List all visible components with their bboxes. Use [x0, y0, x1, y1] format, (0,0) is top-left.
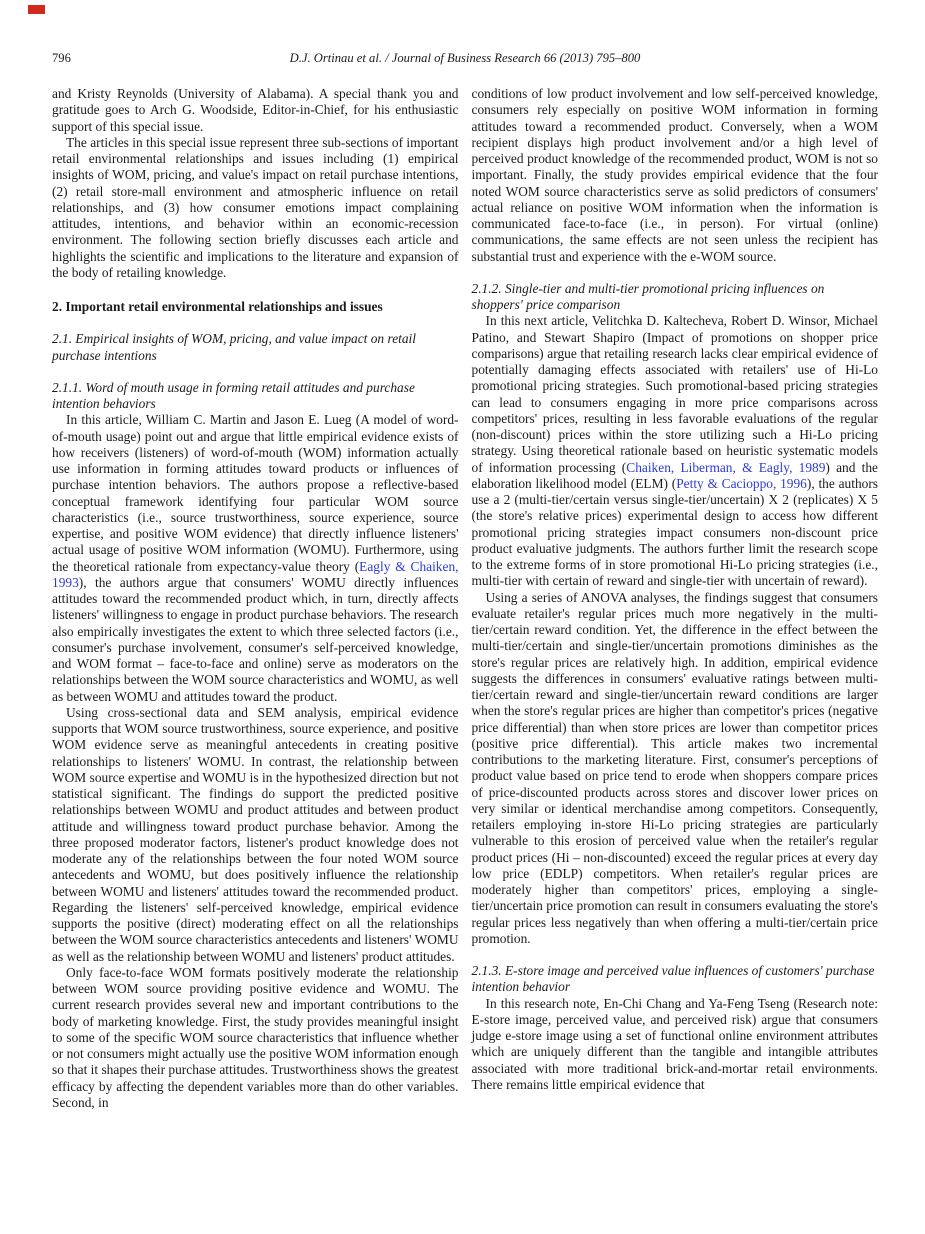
- section-heading-2: 2. Important retail environmental relationships and issues: [52, 299, 383, 314]
- text-run: In this research note, En-Chi Chang and Ya-Feng Tseng (Research note: E-store image, perceived value, and perceived risk) argue that consumers judge e-store image using a set of functional online environment attributes which are uniquely different than the tangible and intangible attributes associated with more traditional brick-and-mortar retail environments. There remains little empirical evidence that: [471, 995, 878, 1092]
- text-run: conditions of low product involvement and low self-perceived knowledge, consumers rely especially on positive WOM information in forming attitudes toward a recommended product. Conversely, when a WOM recipient displays high product involvement and/or a high level of perceived product knowledge of the recommended product, WOM is not so important. Finally, the study provides empirical evidence that the four noted WOM source characteristics serve as solid predictors of consumers' actual reliance on positive WOM information when the information is communicated face-to-face (i.e., in person). For virtual (online) communications, the same effects are not seen unless the recipient has substantial trust and experience with the e-WOM source.: [471, 86, 878, 264]
- subsection-heading-2-1-2: 2.1.2. Single-tier and multi-tier promotional pricing influences on shoppers' price comparison: [471, 280, 825, 312]
- text-run: ) and the elaboration likelihood model (ELM) (: [471, 459, 879, 491]
- paragraph: [472, 996, 879, 1094]
- subsection-heading-2-1-3: 2.1.3. E-store image and perceived value influences of customers' purchase intention behavior: [471, 963, 875, 995]
- text-run: In this next article, Velitchka D. Kaltecheva, Robert D. Winsor, Michael Patino, and Stewart Shapiro (Impact of promotions on shopper price comparisons) argue that retailing research lacks clear empirical evidence of potentially damaging effects associated with retailers' use of Hi-Lo promotional pricing strategies. Such promotional-based pricing strategies can lead to consumers engaging in more price comparisons across competitors' prices, resulting in less favorable evaluations of the regular (non-discount) prices within the store utilizing such a Hi-Lo pricing strategy. Using theoretical rationale based on heuristic systematic models of information processing (: [471, 313, 878, 475]
- citation-link[interactable]: Chaiken, Liberman, & Eagly, 1989: [626, 459, 826, 475]
- paragraph: [472, 313, 879, 589]
- paragraph: [472, 590, 879, 948]
- page-header: [52, 51, 878, 67]
- paragraph: [52, 135, 459, 281]
- left-column: [52, 86, 459, 1111]
- paragraph: [52, 412, 459, 705]
- text-run: and Kristy Reynolds (University of Alabama). A special thank you and gratitude goes to Arch G. Woodside, Editor-in-Chief, for his enthusiastic support of this special issue.: [52, 86, 459, 134]
- paragraph: [52, 965, 459, 1111]
- right-column: [472, 86, 879, 1111]
- paragraph: [52, 86, 459, 135]
- running-head: D.J. Ortinau et al. / Journal of Business Research 66 (2013) 795–800: [289, 51, 641, 65]
- paragraph: [52, 705, 459, 965]
- text-run: ), the authors argue that consumers' WOMU directly influences attitudes toward the recommended product which, in turn, directly affects listeners' willingness to engage in product purchase behaviors. The research also empirically investigates the extent to which three selected factors (i.e., consumer's purchase involvement, consumer's self-perceived knowledge, and WOM format – face-to-face and online) serve as moderators on the relationships between the WOM source characteristics and WOMU, as well as between WOMU and attitudes toward the product.: [52, 574, 459, 704]
- text-run: Only face-to-face WOM formats positively moderate the relationship between WOM source providing positive evidence and WOMU. The current research provides several new and important contributions to the body of marketing knowledge. First, the study provides meaningful insight to some of the specific WOM source characteristics that influence whether or not consumers might actually use the positive WOM information enough so that it shapes their purchase attitudes. Trustworthiness shows the greatest efficacy by affecting the dependent variables more than do other variables. Second, in: [52, 964, 459, 1110]
- text-run: ), the authors use a 2 (multi-tier/certain versus single-tier/uncertain) X 2 (replicates) X 5 (the store's relative prices) experimental design to access how different promotional pricing strategies impact consumers non-discount price product evaluative judgments. The authors further limit the research scope to the extreme forms of in store promotional Hi-Lo pricing strategies (i.e., multi-tier with certain of reward and single-tier with uncertain of reward).: [471, 475, 879, 589]
- page-number: 796: [52, 51, 71, 65]
- citation-link[interactable]: Petty & Cacioppo, 1996: [676, 475, 807, 491]
- subsection-heading-2-1-1: 2.1.1. Word of mouth usage in forming retail attitudes and purchase intention behaviors: [52, 379, 415, 411]
- subsection-heading-2-1: 2.1. Empirical insights of WOM, pricing, and value impact on retail purchase intentions: [52, 331, 416, 363]
- paragraph: [472, 86, 879, 265]
- text-run: In this article, William C. Martin and Jason E. Lueg (A model of word-of-mouth usage) point out and argue that little empirical evidence exists of how receivers (listeners) of word-of-mouth (WOM) information actually use information in forming attitudes toward products or influences of purchase intention behaviors. The authors propose a reflective-based conceptual framework identifying four particular WOM source characteristics (i.e., source trustworthiness, source experience, source expertise, and positive WOM evidence) that directly influence listeners' actual usage of positive WOM information (WOMU). Furthermore, using the theoretical rationale from expectancy-value theory (: [52, 412, 459, 574]
- article-body: [52, 86, 878, 1111]
- corner-marker: [28, 5, 45, 14]
- citation-link[interactable]: Eagly & Chaiken, 1993: [52, 558, 459, 590]
- text-run: Using cross-sectional data and SEM analysis, empirical evidence supports that WOM source trustworthiness, source experience, and positive WOM evidence serve as meaningful antecedents in creating positive relationships to listeners' WOMU. In contrast, the relationship between WOM source expertise and WOMU is in the hypothesized direction but not statistical significant. The findings do support the predicted positive relationships between WOMU and product attitudes and between product attitude and willingness toward product purchase behavior. Among the three proposed moderator factors, listener's product knowledge does not moderate any of the relationships between the four noted WOM source antecedents and WOMU, but does positively influence the relationship between WOMU and listeners' attitudes toward the recommended product. Regarding the listeners' self-perceived knowledge, empirical evidence supports the positive (direct) moderating effect on all the relationships between the WOM source characteristics antecedents and listeners' WOMU as well as the relationship between WOMU and listeners' product attitudes.: [52, 704, 459, 964]
- text-run: Using a series of ANOVA analyses, the findings suggest that consumers evaluate retailer's regular prices much more negatively in the multi-tier/certain reward condition. Yet, the difference in the effect between the multi-tier/certain and single-tier/uncertain promotions diminishes as the store's regular prices are relatively high. In addition, empirical evidence suggests the differences in consumers' evaluative ratings between multi-tier/certain reward and single-tier/uncertain reward conditions are larger when the store's regular prices are higher than competitor's prices (negative price differential) than when store prices are lower than competitor prices (positive price differential). This article makes two incremental contributions to the marketing literature. First, consumer's perceptions of product value based on price tend to erode when shoppers compare prices of price-discounted products across stores and discover lower prices on very similar or identical merchandise among competitors. Consequently, retailers employing in-store Hi-Lo pricing strategies are particularly vulnerable to this erosion of perceived value when the retailer's regular product prices (Hi – non-discounted) exceed the regular prices at every day low price (EDLP) competitors. When retailer's regular prices are moderately higher than competitors' prices, employing a single-tier/uncertain price promotion can result in consumers evaluating the store's regular prices less negatively than when offering a multi-tier/certain price promotion.: [471, 589, 878, 946]
- text-run: The articles in this special issue represent three sub-sections of important retail environmental relationships and issues including (1) empirical insights of WOM, pricing, and value's impact on retail purchase intentions, (2) retail store-mall environment and atmospheric influence on retail relationships, and (3) how consumer emotions impact complaining attitudes, intentions, and behavior within an economic-recession environment. The following section briefly discusses each article and highlights the scientific and implications to the literature and expansion of the body of retailing knowledge.: [52, 134, 459, 280]
